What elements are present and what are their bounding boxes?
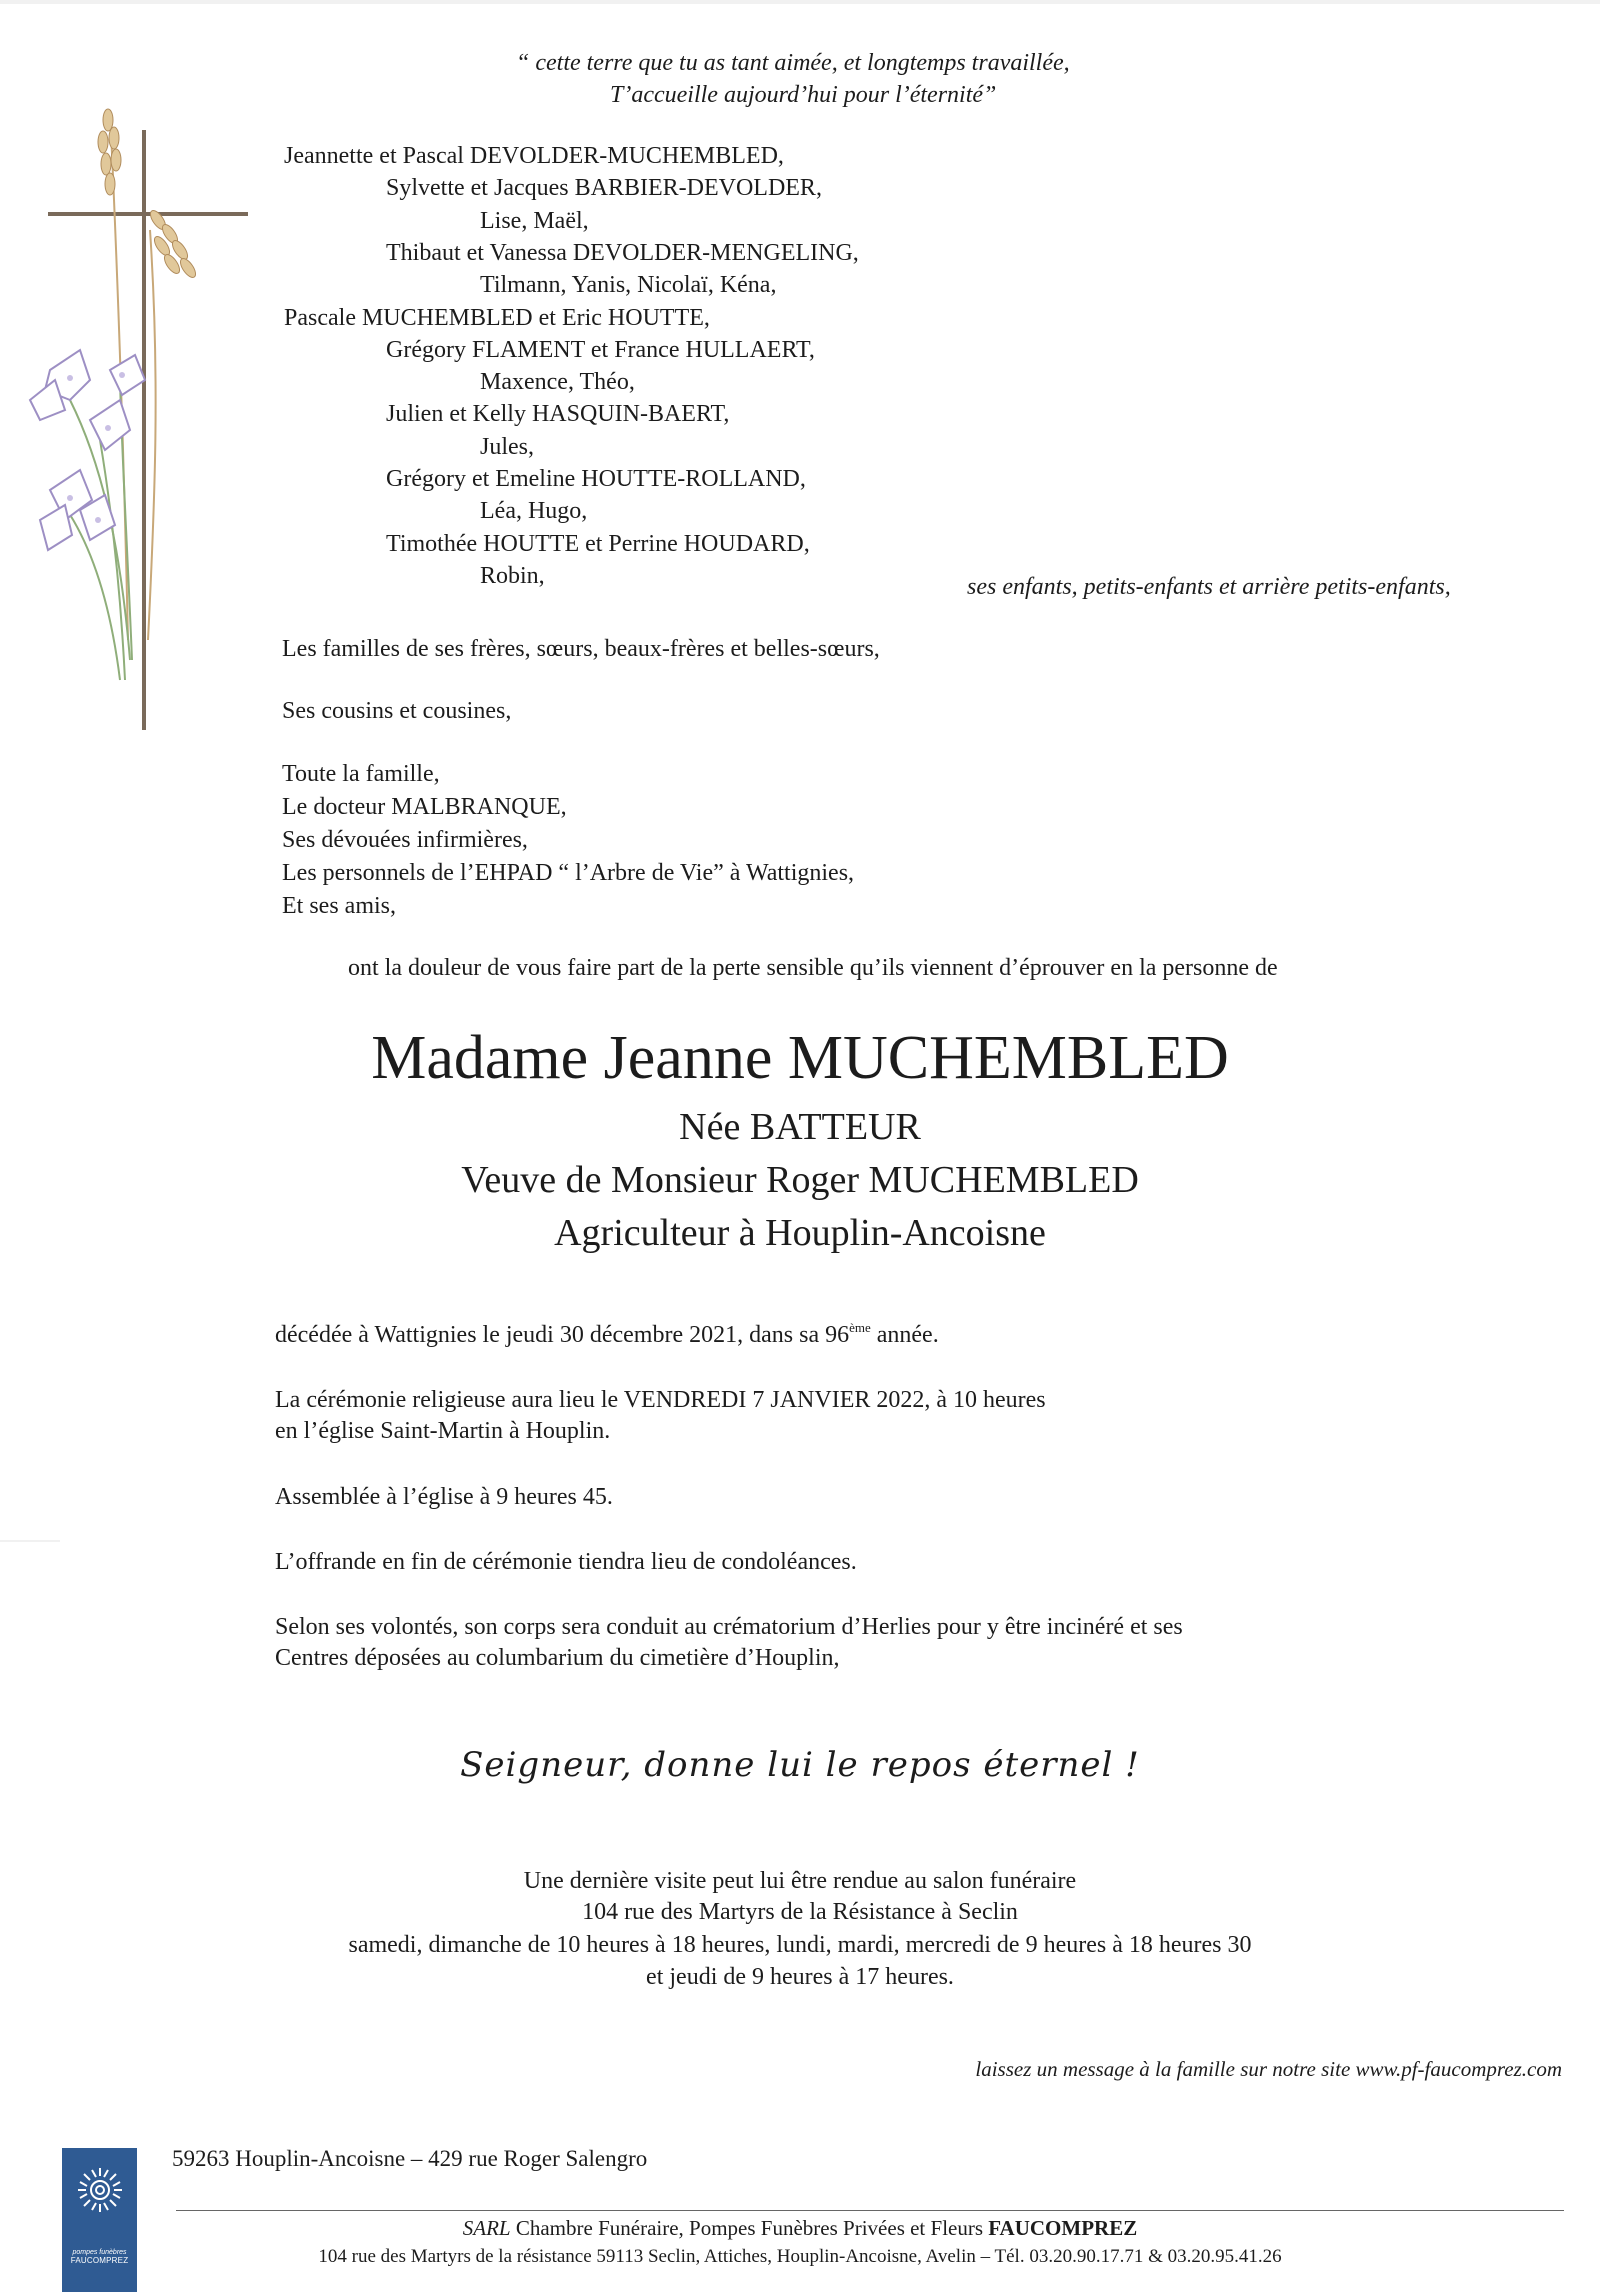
family-member-line: Grégory et Emeline HOUTTE-ROLLAND,: [386, 466, 806, 492]
family-member-line: Jeannette et Pascal DEVOLDER-MUCHEMBLED,: [284, 143, 784, 169]
sun-icon: [72, 2162, 128, 2218]
widow-of-line: Veuve de Monsieur Roger MUCHEMBLED: [461, 1159, 1139, 1201]
family-member-line: Robin,: [480, 562, 545, 589]
scan-top-edge: [0, 0, 1600, 4]
cousins-line: Ses cousins et cousines,: [282, 698, 512, 724]
scan-mark: [0, 1540, 60, 1542]
family-member-line: Sylvette et Jacques BARBIER-DEVOLDER,: [386, 175, 822, 202]
family-member-line: Jules,: [480, 433, 534, 460]
offering-line: L’offrande en fin de cérémonie tiendra lieu de condoléances.: [275, 1549, 857, 1575]
company-address-line: 104 rue des Martyrs de la résistance 59113 Seclin, Attiches, Houplin-Ancoisne, Avelin – Tél. 03.20.90.17.71 & 03.20.95.41.26: [318, 2246, 1282, 2267]
assembly-line: Assemblée à l’église à 9 heures 45.: [275, 1484, 613, 1510]
family-member-line: Julien et Kelly HASQUIN-BAERT,: [386, 401, 730, 428]
prayer-line: Seigneur, donne lui le repos éternel !: [460, 1745, 1140, 1785]
mourner-line: Toute la famille,: [282, 761, 440, 787]
occupation-line: Agriculteur à Houplin-Ancoisne: [554, 1212, 1046, 1254]
maiden-name: Née BATTEUR: [679, 1106, 921, 1148]
death-details-end: année.: [870, 1322, 939, 1348]
family-member-line: Léa, Hugo,: [480, 498, 588, 525]
deceased-name: Madame Jeanne MUCHEMBLED: [371, 1024, 1229, 1092]
ordinal-suffix: ème: [849, 1320, 871, 1335]
family-member-line: Timothée HOUTTE et Perrine HOUDARD,: [386, 530, 810, 557]
footer-divider: [176, 2210, 1564, 2211]
mourner-line: Ses dévouées infirmières,: [282, 827, 528, 853]
visit-line-2: 104 rue des Martyrs de la Résistance à Seclin: [582, 1899, 1018, 1925]
ceremony-line-2: en l’église Saint-Martin à Houplin.: [275, 1418, 611, 1444]
wishes-line-1: Selon ses volontés, son corps sera conduit au crématorium d’Herlies pour y être incinéré et ses: [275, 1614, 1183, 1640]
company-description: Chambre Funéraire, Pompes Funèbres Privées et Fleurs: [510, 2216, 989, 2240]
cross-with-wheat-and-lilies-illustration: [10, 80, 260, 740]
website-note: laissez un message à la famille sur notre site www.pf-faucomprez.com: [975, 2057, 1562, 2081]
family-member-line: Maxence, Théo,: [480, 369, 635, 396]
mourner-line: Les personnels de l’EHPAD “ l’Arbre de Vie” à Wattignies,: [282, 860, 855, 886]
family-member-line: Pascale MUCHEMBLED et Eric HOUTTE,: [284, 304, 710, 331]
family-caption: ses enfants, petits-enfants et arrière petits-enfants,: [967, 574, 1451, 600]
company-name: FAUCOMPREZ: [988, 2216, 1138, 2240]
death-details: [275, 1320, 939, 1351]
mourner-line: Et ses amis,: [282, 893, 396, 919]
epigraph-line-1: “ cette terre que tu as tant aimée, et longtemps travaillée,: [516, 50, 1070, 76]
wishes-line-2: Centres déposées au columbarium du cimetière d’Houplin,: [275, 1645, 840, 1671]
ceremony-line-1: La cérémonie religieuse aura lieu le VENDREDI 7 JANVIER 2022, à 10 heures: [275, 1387, 1046, 1413]
visit-line-1: Une dernière visite peut lui être rendue au salon funéraire: [523, 1868, 1077, 1894]
visit-line-4: et jeudi de 9 heures à 17 heures.: [646, 1964, 954, 1990]
family-member-line: Grégory FLAMENT et France HULLAERT,: [386, 336, 815, 363]
announcement-line: ont la douleur de vous faire part de la perte sensible qu’ils viennent d’éprouver en la personne de: [348, 955, 1278, 981]
family-member-line: Thibaut et Vanessa DEVOLDER-MENGELING,: [386, 239, 859, 266]
home-address: 59263 Houplin-Ancoisne – 429 rue Roger Salengro: [172, 2146, 648, 2171]
epigraph-line-2: T’accueille aujourd’hui pour l’éternité”: [610, 82, 997, 108]
family-member-line: Lise, Maël,: [480, 207, 589, 234]
visit-line-3: samedi, dimanche de 10 heures à 18 heures, lundi, mardi, mercredi de 9 heures à 18 heures 30: [348, 1932, 1252, 1958]
logo-subtitle: pompes funèbres: [72, 2249, 127, 2256]
company-prefix: SARL: [462, 2216, 511, 2240]
death-details-text: décédée à Wattignies le jeudi 30 décembre 2021, dans sa 96: [275, 1322, 850, 1348]
company-line: [0, 2215, 1600, 2241]
relatives-line: Les familles de ses frères, sœurs, beaux-frères et belles-sœurs,: [282, 636, 880, 662]
logo-company-name: FAUCOMPREZ: [70, 2256, 129, 2265]
mourner-line: Le docteur MALBRANQUE,: [282, 794, 567, 820]
family-member-line: Tilmann, Yanis, Nicolaï, Kéna,: [480, 272, 777, 299]
